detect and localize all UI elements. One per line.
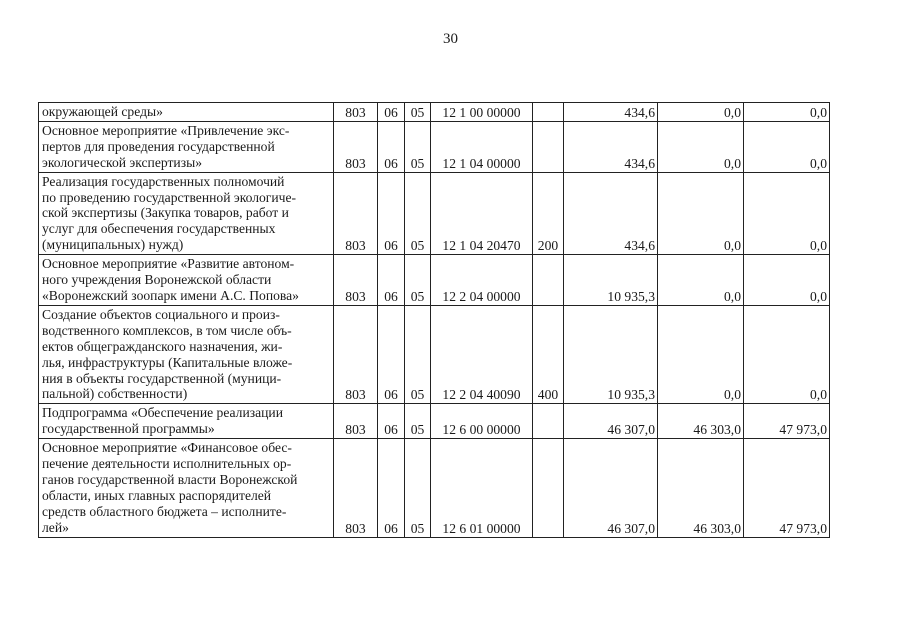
description-line: ганов государственной власти Воронежской bbox=[42, 471, 298, 487]
ministry-code-cell: 803 bbox=[334, 439, 378, 537]
target-article-cell: 12 6 01 00000 bbox=[431, 439, 533, 537]
section-code-cell: 06 bbox=[378, 439, 405, 537]
description-line: окружающей среды» bbox=[42, 104, 163, 119]
page-number: 30 bbox=[443, 31, 458, 47]
table-row bbox=[39, 255, 830, 306]
description-line: ской экспертизы (Закупка товаров, работ и bbox=[42, 205, 289, 221]
description-line: экологической экспертизы» bbox=[42, 154, 202, 170]
expense-type-cell bbox=[533, 103, 564, 122]
table-row bbox=[39, 404, 830, 439]
description-line: ектов общегражданского назначения, жи- bbox=[42, 338, 283, 354]
amount-year3-cell: 47 973,0 bbox=[744, 439, 830, 537]
expense-type-cell bbox=[533, 255, 564, 306]
ministry-code-cell: 803 bbox=[334, 121, 378, 172]
description-line: «Воронежский зоопарк имени А.С. Попова» bbox=[42, 287, 299, 303]
description-cell bbox=[39, 439, 334, 537]
description-cell bbox=[39, 255, 334, 306]
budget-table bbox=[38, 102, 830, 538]
amount-year3-cell: 0,0 bbox=[744, 103, 830, 122]
expense-type-cell bbox=[533, 121, 564, 172]
amount-year1-cell: 434,6 bbox=[564, 103, 658, 122]
description-line: средств областного бюджета – исполните- bbox=[42, 503, 287, 519]
description-line: лей» bbox=[42, 519, 69, 535]
amount-year2-cell: 0,0 bbox=[658, 121, 744, 172]
amount-year2-cell: 0,0 bbox=[658, 255, 744, 306]
subsection-code-cell: 05 bbox=[405, 121, 431, 172]
target-article-cell: 12 1 04 20470 bbox=[431, 172, 533, 255]
section-code-cell: 06 bbox=[378, 103, 405, 122]
section-code-cell: 06 bbox=[378, 172, 405, 255]
subsection-code-cell: 05 bbox=[405, 404, 431, 439]
description-line: Основное мероприятие «Привлечение экс- bbox=[42, 122, 290, 138]
section-code-cell: 06 bbox=[378, 305, 405, 403]
table-body bbox=[39, 103, 830, 538]
amount-year2-cell: 0,0 bbox=[658, 103, 744, 122]
target-article-cell: 12 2 04 00000 bbox=[431, 255, 533, 306]
expense-type-cell: 400 bbox=[533, 305, 564, 403]
amount-year1-cell: 434,6 bbox=[564, 172, 658, 255]
description-line: пертов для проведения государственной bbox=[42, 138, 275, 154]
description-line: Основное мероприятие «Финансовое обес- bbox=[42, 440, 292, 456]
description-line: Реализация государственных полномочий bbox=[42, 173, 285, 189]
amount-year2-cell: 0,0 bbox=[658, 305, 744, 403]
amount-year1-cell: 46 307,0 bbox=[564, 404, 658, 439]
description-line: государственной программы» bbox=[42, 421, 215, 437]
amount-year3-cell: 47 973,0 bbox=[744, 404, 830, 439]
description-cell bbox=[39, 172, 334, 255]
amount-year3-cell: 0,0 bbox=[744, 172, 830, 255]
description-line: ного учреждения Воронежской области bbox=[42, 272, 272, 288]
subsection-code-cell: 05 bbox=[405, 255, 431, 306]
section-code-cell: 06 bbox=[378, 404, 405, 439]
amount-year3-cell: 0,0 bbox=[744, 305, 830, 403]
target-article-cell: 12 2 04 40090 bbox=[431, 305, 533, 403]
description-line: по проведению государственной экологиче- bbox=[42, 189, 297, 205]
table-row bbox=[39, 305, 830, 403]
subsection-code-cell: 05 bbox=[405, 103, 431, 122]
ministry-code-cell: 803 bbox=[334, 255, 378, 306]
section-code-cell: 06 bbox=[378, 121, 405, 172]
target-article-cell: 12 6 00 00000 bbox=[431, 404, 533, 439]
amount-year2-cell: 0,0 bbox=[658, 172, 744, 255]
amount-year3-cell: 0,0 bbox=[744, 121, 830, 172]
amount-year1-cell: 46 307,0 bbox=[564, 439, 658, 537]
description-line: области, иных главных распорядителей bbox=[42, 487, 272, 503]
ministry-code-cell: 803 bbox=[334, 172, 378, 255]
ministry-code-cell: 803 bbox=[334, 103, 378, 122]
subsection-code-cell: 05 bbox=[405, 305, 431, 403]
description-line: (муниципальных) нужд) bbox=[42, 237, 184, 253]
description-line: услуг для обеспечения государственных bbox=[42, 221, 276, 237]
description-cell bbox=[39, 305, 334, 403]
target-article-cell: 12 1 00 00000 bbox=[431, 103, 533, 122]
description-line: Подпрограмма «Обеспечение реализации bbox=[42, 405, 283, 421]
table-row bbox=[39, 103, 830, 122]
amount-year2-cell: 46 303,0 bbox=[658, 439, 744, 537]
expense-type-cell bbox=[533, 439, 564, 537]
amount-year3-cell: 0,0 bbox=[744, 255, 830, 306]
description-line: лья, инфраструктуры (Капитальные вложе- bbox=[42, 354, 293, 370]
target-article-cell: 12 1 04 00000 bbox=[431, 121, 533, 172]
expense-type-cell bbox=[533, 404, 564, 439]
description-cell bbox=[39, 103, 334, 122]
ministry-code-cell: 803 bbox=[334, 305, 378, 403]
section-code-cell: 06 bbox=[378, 255, 405, 306]
amount-year1-cell: 10 935,3 bbox=[564, 305, 658, 403]
table-row bbox=[39, 121, 830, 172]
table-row bbox=[39, 439, 830, 537]
description-line: Основное мероприятие «Развитие автоном- bbox=[42, 256, 295, 272]
table-row bbox=[39, 172, 830, 255]
description-cell bbox=[39, 404, 334, 439]
description-cell bbox=[39, 121, 334, 172]
ministry-code-cell: 803 bbox=[334, 404, 378, 439]
subsection-code-cell: 05 bbox=[405, 172, 431, 255]
description-line: Создание объектов социального и произ- bbox=[42, 306, 280, 322]
expense-type-cell: 200 bbox=[533, 172, 564, 255]
amount-year1-cell: 10 935,3 bbox=[564, 255, 658, 306]
description-line: ния в объекты государственной (муници- bbox=[42, 370, 282, 386]
amount-year1-cell: 434,6 bbox=[564, 121, 658, 172]
description-line: пальной) собственности) bbox=[42, 386, 188, 402]
subsection-code-cell: 05 bbox=[405, 439, 431, 537]
amount-year2-cell: 46 303,0 bbox=[658, 404, 744, 439]
description-line: водственного комплексов, в том числе объ- bbox=[42, 322, 292, 338]
description-line: печение деятельности исполнительных ор- bbox=[42, 456, 292, 472]
